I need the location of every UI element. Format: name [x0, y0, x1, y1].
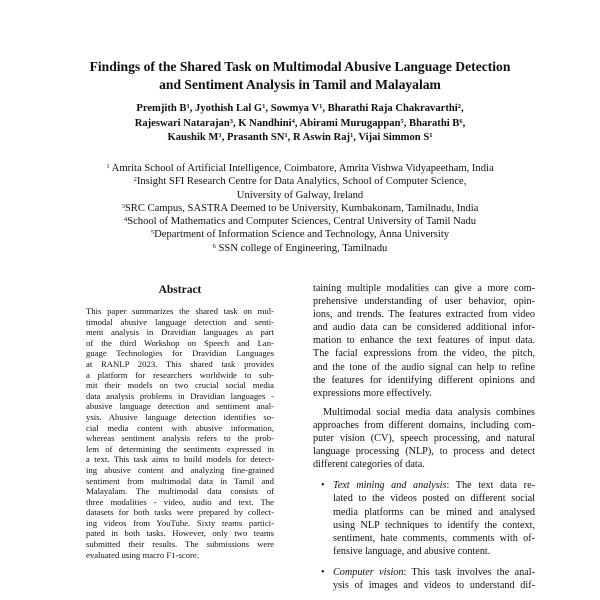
affiliation: $^4$School of Mathematics and Computer Sciences, Central University of Tamil Nadu — [123, 216, 477, 228]
text-line: ysis. Abusive language detection identifies so- — [86, 411, 274, 422]
text-line: sentiment, hate comments, comments with of- — [333, 532, 535, 544]
text-line: ysis of images and videos to understand dif- — [333, 579, 535, 591]
author: Jyothish Lal $G^1$ — [195, 103, 266, 114]
text-line: timodal abusive language detection and senti- — [86, 316, 274, 327]
text-line: whereas sentiment analysis refers to the prob- — [86, 433, 274, 444]
affiliation: $^3$SRC Campus, SASTRA Deemed to be University, Kumbakonam, Tamilnadu, India — [121, 202, 479, 214]
text-line: mit their models on two crucial social media — [86, 380, 274, 391]
text-line: approaches from different domains, including com- — [313, 419, 535, 431]
author: Abirami Murugappan$^5$ — [299, 117, 404, 129]
text-line: language processing (NLP), to process and detect — [313, 446, 535, 458]
body-column-right — [313, 282, 535, 592]
affiliation-list — [40, 162, 560, 255]
text-line: lated to the videos posted on different social — [333, 493, 535, 505]
text-line: lem of determining the sentiments expressed in — [86, 443, 274, 454]
title-line-1: Findings of the Shared Task on Multimodal Abusive Language Detection — [89, 59, 511, 74]
author-list: Premjith $B^1$, Jyothish Lal $G^1$, Sowmya $V^1$, Bharathi Raja Chakravarthi$^2$, Rajeswari Natarajan$^3$, K Nandhini$^4$, Abirami Murugappan$^5$, Bharathi $B^6$, Kaushik $M^1$, Prasanth $SN^1$, R Aswin Raj$^1$, Vijai Simmon $S^1$ — [134, 103, 466, 143]
text-line: data analysis problems in Dravidian languages - — [86, 390, 274, 401]
text-line: ment analysis in Dravidian languages as part — [86, 327, 274, 338]
text-line: a platform for researchers worldwide to sub- — [86, 369, 274, 380]
affiliation: University of Galway, Ireland — [236, 189, 364, 201]
text-line: ing abusive content and analyzing fine-grained — [86, 464, 274, 475]
author: Rajeswari Natarajan$^3$ — [134, 117, 233, 129]
text-line: three modalities - video, audio and text. The — [86, 496, 274, 507]
text-line: ions, and trends. The features extracted from video — [313, 309, 535, 321]
list-item: • Computer vision: This task involves the anal- ysis of images and videos to understand dif- — [321, 566, 535, 591]
text-line: submitted their results. The submissions were — [86, 539, 274, 550]
title-line-2: and Sentiment Analysis in Tamil and Malayalam — [159, 77, 441, 92]
affiliation: $^2$Insight SFI Research Centre for Data Analytics, School of Computer Science, — [133, 176, 467, 188]
body-paragraph — [313, 282, 535, 400]
author: Sowmya $V^1$ — [270, 103, 323, 114]
affiliation: $^1$ Amrita School of Artificial Intelligence, Coimbatore, Amrita Vishwa Vidyapeetham, India — [106, 163, 494, 174]
text-line: pated in both tasks. However, only two teams — [86, 528, 274, 539]
text-line: This paper summarizes the shared task on mul- — [86, 306, 274, 316]
text-line: datasets for both tasks were prepared by collect- — [86, 507, 274, 518]
author: Bharathi Raja Chakravarthi$^2$ — [327, 103, 461, 114]
text-line: taining multiple modalities can give a more com- — [313, 283, 535, 294]
affiliation: $^6$ SSN college of Engineering, Tamilnadu — [212, 242, 388, 254]
text-line: evaluated using macro F1-score. — [86, 549, 199, 560]
text-line: cial media content with abusive information, — [86, 422, 274, 433]
text-line: and the tone of the audio signal can help to refine — [313, 361, 535, 373]
text-line: puter vision (CV), speech processing, and natural — [313, 433, 535, 445]
text-line: mation to enhance the text features of input data. — [313, 335, 535, 347]
text-line: the features for identifying different opinions and — [313, 374, 535, 386]
author: Kaushik $M^1$ — [167, 132, 222, 143]
text-line: prehensive understanding of user behavior, opin- — [313, 296, 535, 308]
text-line: ing videos from YouTube. Sixty teams partici- — [86, 517, 274, 528]
author: Vijai Simmon $S^1$ — [358, 132, 433, 143]
list-item: • Text mining and analysis: The text data re- lated to the videos posted on different social media platforms can be mined and analysed using NLP techniques to identify the context, sentiment, hate comments, comments with of- fensive language, and abusive content. — [321, 480, 535, 557]
text-line: guage Technologies for Dravidian Languages — [86, 348, 274, 359]
body-paragraph — [313, 406, 535, 471]
text-line: The facial expressions from the video, the pitch, — [313, 348, 535, 360]
text-line: media platforms can be mined and analysed — [333, 506, 535, 518]
author: Prasanth $SN^1$ — [226, 132, 288, 143]
author: Bharathi $B^6$ — [409, 117, 463, 129]
text-line: abusive language detection and sentiment anal- — [86, 401, 274, 412]
author: K Nandhini$^4$ — [238, 117, 295, 129]
author: Premjith $B^1$ — [136, 103, 190, 114]
text-line: Multimodal social media data analysis combines — [323, 406, 535, 418]
text-line: and audio data can be considered additional infor- — [313, 322, 535, 334]
list-item-term: Text mining and analysis — [333, 480, 447, 492]
text-line: different categories of data. — [313, 459, 425, 471]
text-line: of the third Workshop on Speech and Lan- — [86, 337, 274, 348]
abstract-heading: Abstract — [158, 284, 202, 296]
text-line: sentiment from multimodal data in Tamil and — [86, 475, 274, 486]
text-line: using NLP techniques to identify the context, — [333, 519, 535, 531]
text-line: fensive language, and abusive content. — [333, 545, 491, 557]
text-line: Malayalam. The multimodal data consists of — [86, 486, 274, 497]
author: R Aswin Raj$^1$ — [292, 132, 354, 143]
text-line: at RANLP 2023. This shared task provides — [86, 358, 274, 369]
bullet-icon: • — [321, 480, 325, 492]
text-line: a text. This task aims to build models for detect- — [86, 454, 274, 465]
abstract-text — [86, 306, 274, 560]
list-item-term: Computer vision — [333, 566, 404, 578]
paper-title — [40, 58, 560, 94]
affiliation: $^5$Department of Information Science and Technology, Anna University — [150, 229, 450, 241]
bullet-icon: • — [321, 566, 325, 578]
text-line: expressions more effectively. — [313, 387, 432, 399]
